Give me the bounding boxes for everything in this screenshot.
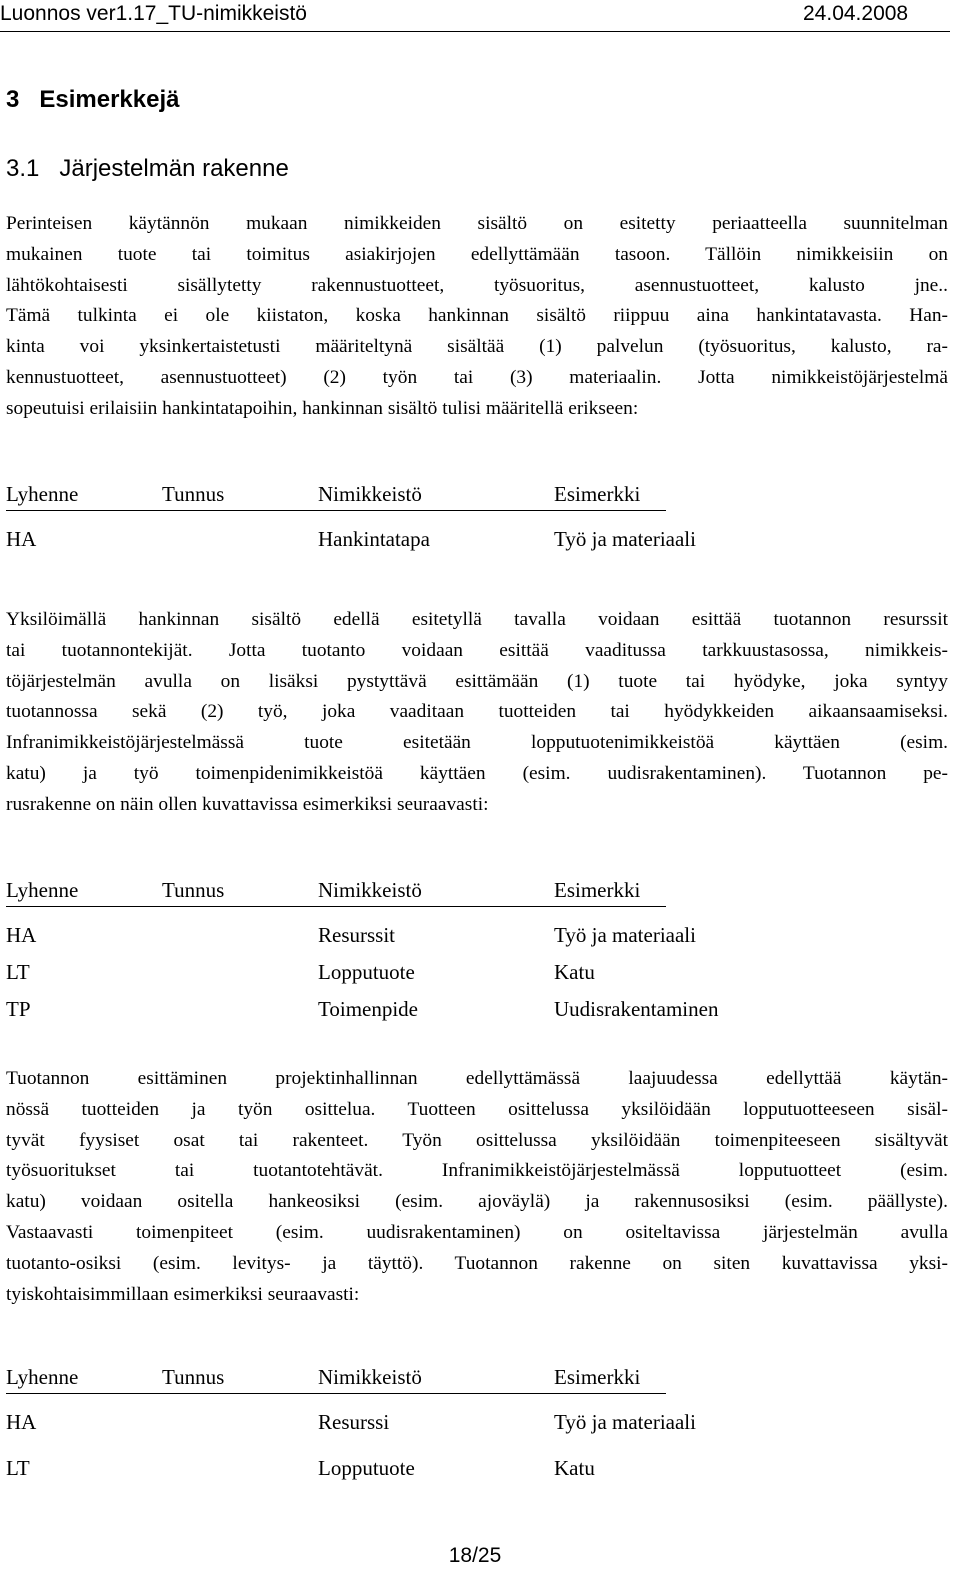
- table-2: [6, 876, 719, 1032]
- paragraph-line: Tuotannon esittäminen projektinhallinnan edellyttämässä laajuudessa edellyttää käytän-: [6, 1068, 948, 1089]
- paragraph-line: tyvät fyysiset osat tai rakenteet. Työn osittelussa yksilöidään toimenpiteeseen sisältyvät: [6, 1129, 948, 1151]
- table-cell: Työ ja materiaali: [554, 527, 696, 551]
- document-header-title: Luonnos ver1.17_TU-nimikkeistö: [0, 2, 307, 25]
- paragraph-2: [6, 605, 948, 821]
- column-header: Tunnus: [162, 482, 225, 506]
- column-header: Nimikkeistö: [318, 878, 422, 902]
- header-divider: [0, 31, 950, 32]
- table-row: [6, 921, 696, 958]
- paragraph-line: tuotannossa sekä (2) työ, joka vaaditaan tuotteiden tai hyödykkeiden aikaansaamiseksi.: [6, 701, 948, 723]
- paragraph-line: rusrakenne on näin ollen kuvattavissa esimerkiksi seuraavasti:: [6, 793, 489, 815]
- table-header-row: [6, 876, 666, 907]
- page-number: 18/25: [448, 1544, 502, 1567]
- table-cell: HA: [6, 527, 37, 551]
- table-cell: HA: [6, 923, 37, 947]
- column-header: Lyhenne: [6, 878, 79, 902]
- column-header: Lyhenne: [6, 482, 79, 506]
- table-header-row: [6, 1363, 666, 1394]
- column-header: Esimerkki: [554, 482, 641, 506]
- paragraph-line: Tämä tulkinta ei ole kiistaton, koska hankinnan sisältö riippuu aina hankintatavasta. Han-: [6, 305, 948, 327]
- table-cell: LT: [6, 960, 30, 984]
- paragraph-line: töjärjestelmän avulla on lisäksi pystyttävä esittämään (1) tuote tai hyödyke, joka syntyy: [6, 670, 948, 692]
- paragraph-3: [6, 1064, 948, 1310]
- table-row: [6, 995, 719, 1032]
- column-header: Nimikkeistö: [318, 1365, 422, 1389]
- table-header-row: [6, 480, 666, 511]
- section-heading: 3 Esimerkkejä: [6, 86, 180, 113]
- table-cell: Lopputuote: [318, 960, 415, 984]
- table-row: [6, 525, 696, 562]
- table-row: [6, 1454, 666, 1491]
- paragraph-line: työsuoritukset tai tuotantotehtävät. Infranimikkeistöjärjestelmässä lopputuotteet (esim.: [6, 1160, 948, 1182]
- table-cell: Katu: [554, 1456, 595, 1480]
- table-cell: Katu: [554, 960, 595, 984]
- column-header: Lyhenne: [6, 1365, 79, 1389]
- paragraph-line: kennustuotteet, asennustuotteet) (2) työn tai (3) materiaalin. Jotta nimikkeistöjärjestelmä: [6, 366, 948, 388]
- document-header-date: 24.04.2008: [803, 2, 909, 25]
- paragraph-line: Perinteisen käytännön mukaan nimikkeiden sisältö on esitetty periaatteella suunnitelman: [6, 213, 948, 234]
- table-3: [6, 1363, 696, 1491]
- paragraph-line: tuotanto-osiksi (esim. levitys- ja täyttö). Tuotannon rakenne on siten kuvattavissa yksi-: [6, 1252, 948, 1274]
- table-1: [6, 480, 696, 562]
- table-cell: Työ ja materiaali: [554, 1410, 696, 1434]
- table-cell: LT: [6, 1456, 30, 1480]
- table-cell: Toimenpide: [318, 997, 419, 1021]
- table-row: [6, 958, 666, 995]
- table-cell: Resurssit: [318, 923, 396, 947]
- paragraph-line: katu) voidaan ositella hankeosiksi (esim. ajoväylä) ja rakennusosiksi (esim. päällyste).: [6, 1191, 948, 1213]
- paragraph-line: Vastaavasti toimenpiteet (esim. uudisrakentaminen) on ositeltavissa järjestelmän avulla: [6, 1221, 948, 1243]
- table-cell: TP: [6, 997, 31, 1021]
- table-cell: Lopputuote: [318, 1456, 415, 1480]
- column-header: Nimikkeistö: [318, 482, 422, 506]
- table-cell: Työ ja materiaali: [554, 923, 696, 947]
- column-header: Esimerkki: [554, 878, 641, 902]
- paragraph-1: [6, 209, 948, 425]
- paragraph-line: tyiskohtaisimmillaan esimerkiksi seuraavasti:: [6, 1283, 360, 1305]
- paragraph-line: tai tuotannontekijät. Jotta tuotanto voidaan esittää vaaditussa tarkkuustasossa, nimikkeis-: [6, 639, 948, 661]
- subsection-heading: 3.1 Järjestelmän rakenne: [6, 155, 289, 182]
- paragraph-line: katu) ja työ toimenpidenimikkeistöä käyttäen (esim. uudisrakentaminen). Tuotannon pe-: [6, 762, 948, 784]
- paragraph-line: sopeutuisi erilaisiin hankintatapoihin, hankinnan sisältö tulisi määritellä erikseen:: [6, 397, 639, 419]
- table-cell: HA: [6, 1410, 37, 1434]
- table-cell: Uudisrakentaminen: [554, 997, 719, 1021]
- paragraph-line: nössä tuotteiden ja työn osittelua. Tuotteen osittelussa yksilöidään lopputuotteeseen sisäl-: [6, 1098, 948, 1120]
- paragraph-line: Infranimikkeistöjärjestelmässä tuote esitetään lopputuotenimikkeistöä käyttäen (esim.: [6, 732, 948, 754]
- column-header: Esimerkki: [554, 1365, 641, 1389]
- table-cell: Hankintatapa: [318, 527, 430, 551]
- column-header: Tunnus: [162, 878, 225, 902]
- table-cell: Resurssi: [318, 1410, 390, 1434]
- paragraph-line: kinta voi yksinkertaistetusti määriteltynä sisältää (1) palvelun (työsuoritus, kalusto, ra-: [6, 336, 948, 358]
- paragraph-line: Yksilöimällä hankinnan sisältö edellä esitetyllä tavalla voidaan esittää tuotannon resurssit: [6, 609, 948, 630]
- column-header: Tunnus: [162, 1365, 225, 1389]
- paragraph-line: mukainen tuote tai toimitus asiakirjojen edellyttämään tasoon. Tällöin nimikkeisiin on: [6, 243, 948, 265]
- paragraph-line: lähtökohtaisesti sisällytetty rakennustuotteet, työsuoritus, asennustuotteet, kalusto jne..: [6, 274, 948, 296]
- table-row: [6, 1408, 696, 1454]
